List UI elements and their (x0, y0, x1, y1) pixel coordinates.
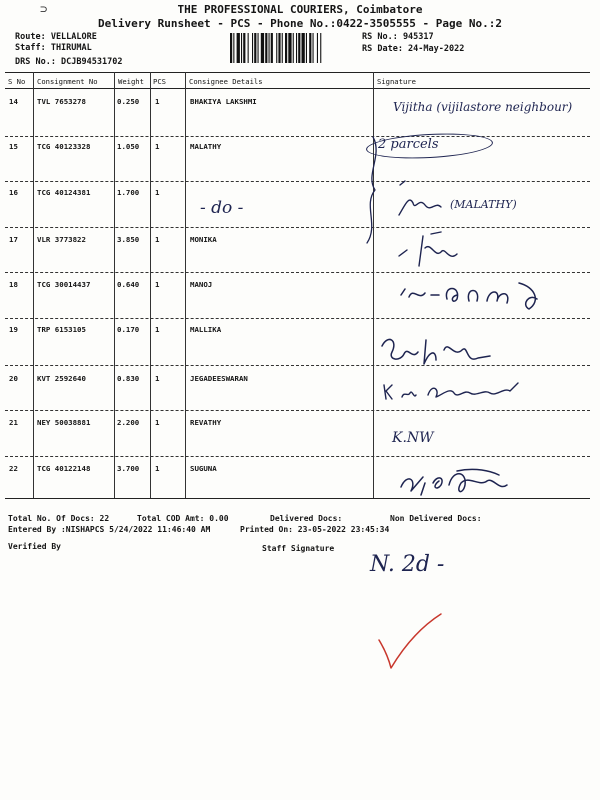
row-divider (5, 272, 590, 273)
row-pcs: 1 (155, 97, 160, 106)
row-sno: 22 (9, 464, 18, 473)
row-pcs: 1 (155, 142, 160, 151)
col-header-sno: S No (8, 77, 26, 86)
signature-row-21: K.NW (392, 430, 434, 446)
signature-row-20 (380, 375, 540, 410)
row-sno: 20 (9, 374, 18, 383)
row-pcs: 1 (155, 235, 160, 244)
row-pcs: 1 (155, 374, 160, 383)
row-consignment: NEY 50038881 (37, 418, 91, 427)
row-consignment: TCG 40123328 (37, 142, 91, 151)
row-sno: 18 (9, 280, 18, 289)
row-divider (5, 365, 590, 366)
row-divider (5, 181, 590, 182)
row-consignment: TCG 30014437 (37, 280, 91, 289)
row-divider (5, 410, 590, 411)
col-header-consignment: Consignment No (37, 77, 98, 86)
row-weight: 1.700 (117, 188, 140, 197)
col-header-weight: Weight (118, 77, 144, 86)
row-consignment: TCG 40122148 (37, 464, 91, 473)
signature-row-16-scribble (395, 175, 455, 225)
row-sno: 21 (9, 418, 18, 427)
row-sno: 14 (9, 97, 18, 106)
row-divider (5, 227, 590, 228)
row-weight: 0.830 (117, 374, 140, 383)
row-consignee: MONIKA (190, 235, 217, 244)
row-consignee: BHAKIYA LAKSHMI (190, 97, 257, 106)
row-consignment: VLR 3773822 (37, 235, 86, 244)
row-consignee: MALLIKA (190, 325, 222, 334)
verified-by: Verified By (8, 542, 61, 551)
row-weight: 1.050 (117, 142, 140, 151)
barcode-icon (230, 33, 342, 63)
company-title: THE PROFESSIONAL COURIERS, Coimbatore (177, 3, 423, 16)
handwritten-mark-icon: ⊃ (40, 2, 48, 16)
handwritten-ditto: - do - (200, 198, 244, 218)
row-weight: 3.700 (117, 464, 140, 473)
row-consignee: JEGADEESWARAN (190, 374, 248, 383)
signature-row-15: 2 parcels (378, 137, 439, 152)
col-header-signature: Signature (377, 77, 416, 86)
drs-number: DRS No.: DCJB94531702 (15, 57, 123, 67)
row-sno: 16 (9, 188, 18, 197)
signature-row-17 (395, 228, 475, 273)
total-cod: Total COD Amt: 0.00 (137, 514, 229, 523)
row-consignment: TVL 7653278 (37, 97, 86, 106)
printed-on: Printed On: 23-05-2022 23:45:34 (240, 525, 390, 534)
col-header-pcs: PCS (153, 77, 166, 86)
staff-signature-label: Staff Signature (262, 544, 335, 553)
divider (5, 72, 590, 73)
row-weight: 0.170 (117, 325, 140, 334)
row-weight: 0.640 (117, 280, 140, 289)
row-pcs: 1 (155, 188, 160, 197)
row-consignment: KVT 2592640 (37, 374, 86, 383)
row-pcs: 1 (155, 418, 160, 427)
signature-row-19 (378, 330, 498, 375)
total-docs: Total No. Of Docs: 22 (8, 514, 110, 523)
row-consignment: TCG 40124381 (37, 188, 91, 197)
row-weight: 2.200 (117, 418, 140, 427)
row-consignee: MANOJ (190, 280, 213, 289)
row-divider (5, 456, 590, 457)
runsheet-subtitle: Delivery Runsheet - PCS - Phone No.:0422-3505555 - Page No.:2 (98, 17, 502, 30)
row-pcs: 1 (155, 325, 160, 334)
row-consignee: REVATHY (190, 418, 222, 427)
rs-number: RS No.: 945317 (362, 32, 434, 42)
signature-row-14: Vijitha (vijilastore neighbour) (393, 100, 573, 114)
signature-row-22 (395, 465, 535, 505)
signature-row-16: (MALATHY) (450, 198, 517, 211)
entered-by: Entered By :NISHAPCS 5/24/2022 11:46:40 AM (8, 525, 211, 534)
route-label: Route: VELLALORE (15, 32, 97, 42)
non-delivered-docs: Non Delivered Docs: (390, 514, 482, 523)
staff-signature: N. 2d - (370, 552, 445, 577)
checkmark-icon (375, 610, 445, 670)
divider (5, 88, 590, 89)
row-pcs: 1 (155, 464, 160, 473)
row-sno: 17 (9, 235, 18, 244)
row-consignee: MALATHY (190, 142, 222, 151)
delivered-docs: Delivered Docs: (270, 514, 343, 523)
col-header-consignee: Consignee Details (189, 77, 263, 86)
signature-row-18 (395, 275, 555, 315)
row-consignee: SUGUNA (190, 464, 217, 473)
row-sno: 19 (9, 325, 18, 334)
rs-date: RS Date: 24-May-2022 (362, 44, 465, 54)
row-divider (5, 318, 590, 319)
row-pcs: 1 (155, 280, 160, 289)
row-divider (5, 136, 590, 137)
row-weight: 0.250 (117, 97, 140, 106)
row-sno: 15 (9, 142, 18, 151)
row-weight: 3.850 (117, 235, 140, 244)
row-consignment: TRP 6153105 (37, 325, 86, 334)
staff-label: Staff: THIRUMAL (15, 43, 92, 53)
